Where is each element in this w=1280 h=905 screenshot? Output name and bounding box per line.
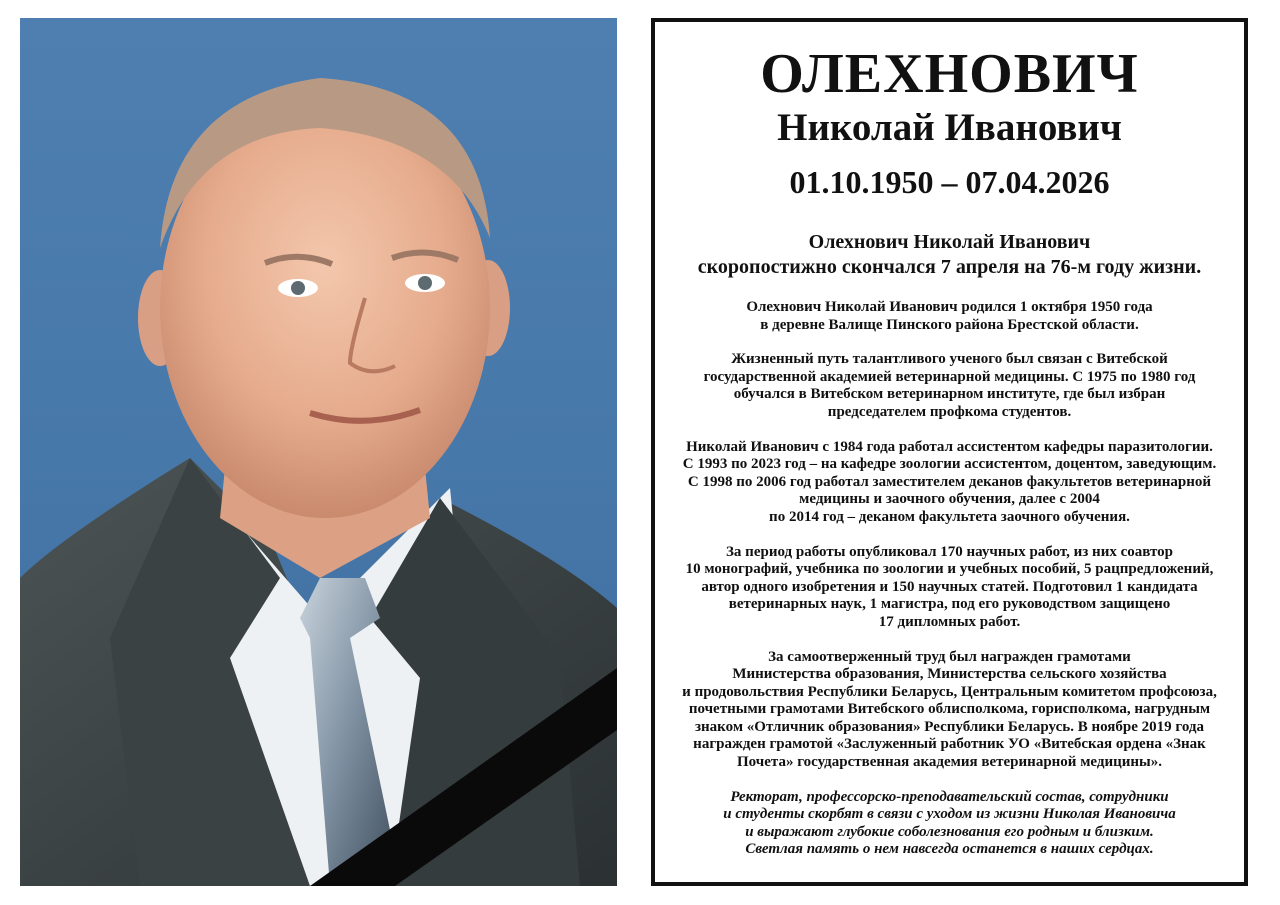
obituary-panel	[651, 18, 1248, 886]
birth-paragraph	[665, 299, 1235, 334]
lead-line: Олехнович Николай Иванович	[808, 231, 1091, 253]
text-line: знаком «Отличник образования» Республики Беларусь. В ноябре 2019 года	[694, 718, 1205, 735]
text-line: по 2014 год – деканом факультета заочного обучения.	[769, 508, 1130, 525]
text-line: награжден грамотой «Заслуженный работник УО «Витебская ордена «Знак	[693, 736, 1206, 753]
text-line: и студенты скорбят в связи с уходом из жизни Николая Ивановича	[723, 806, 1176, 823]
text-line: в деревне Валище Пинского района Брестской области.	[760, 316, 1139, 333]
portrait-illustration	[20, 18, 617, 886]
text-line: С 1998 по 2006 год работал заместителем деканов факультетов ветеринарной	[687, 473, 1212, 490]
text-line: Светлая память о нем навсегда останется в наших сердцах.	[745, 841, 1154, 858]
text-line: 10 монографий, учебника по зоологии и учебных пособий, 5 рацпредложений,	[685, 561, 1214, 578]
text-line: государственной академией ветеринарной медицины. С 1975 по 1980 год	[703, 368, 1196, 385]
text-line: Жизненный путь талантливого ученого был связан с Витебской	[731, 351, 1168, 368]
text-line: автор одного изобретения и 150 научных статей. Подготовил 1 кандидата	[701, 578, 1198, 595]
surname-heading: ОЛЕХНОВИЧ	[760, 43, 1139, 105]
text-line: и продовольствия Республики Беларусь, Центральным комитетом профсоюза,	[682, 683, 1217, 700]
text-line: Николай Иванович с 1984 года работал ассистентом кафедры паразитологии.	[686, 438, 1213, 455]
text-line: председателем профкома студентов.	[827, 403, 1072, 420]
life-dates: 01.10.1950 – 07.04.2026	[789, 164, 1110, 200]
text-line: ветеринарных наук, 1 магистра, под его руководством защищено	[728, 596, 1171, 613]
portrait-photo	[20, 18, 617, 886]
text-line: медицины и заочного обучения, далее с 2004	[799, 491, 1100, 508]
text-line: обучался в Витебском ветеринарном институте, где был избран	[733, 386, 1166, 403]
given-names-heading: Николай Иванович	[777, 106, 1122, 149]
education-paragraph	[665, 351, 1235, 421]
text-line: Ректорат, профессорско-преподавательский состав, сотрудники	[730, 788, 1169, 805]
text-line: За самоотверженный труд был награжден грамотами	[768, 648, 1131, 665]
text-line: Министерства образования, Министерства сельского хозяйства	[732, 666, 1167, 683]
text-line: и выражают глубокие соболезнования его родным и близким.	[745, 823, 1154, 840]
text-line: За период работы опубликовал 170 научных работ, из них соавтор	[726, 543, 1173, 560]
text-line: 17 дипломных работ.	[878, 613, 1021, 630]
text-line: Олехнович Николай Иванович родился 1 октября 1950 года	[746, 299, 1153, 315]
condolences-paragraph	[665, 789, 1235, 859]
lead-announcement	[655, 230, 1244, 280]
awards-paragraph	[665, 649, 1235, 772]
text-line: почетными грамотами Витебского облисполкома, горисполкома, нагрудным	[688, 701, 1211, 718]
publications-paragraph	[665, 544, 1235, 632]
text-line: Почета» государственная академия ветеринарной медицины».	[737, 754, 1162, 771]
lead-line: скоропостижно скончался 7 апреля на 76-м году жизни.	[697, 256, 1202, 278]
text-line: С 1993 по 2023 год – на кафедре зоологии ассистентом, доцентом, заведующим.	[682, 456, 1217, 473]
career-paragraph	[665, 439, 1235, 527]
